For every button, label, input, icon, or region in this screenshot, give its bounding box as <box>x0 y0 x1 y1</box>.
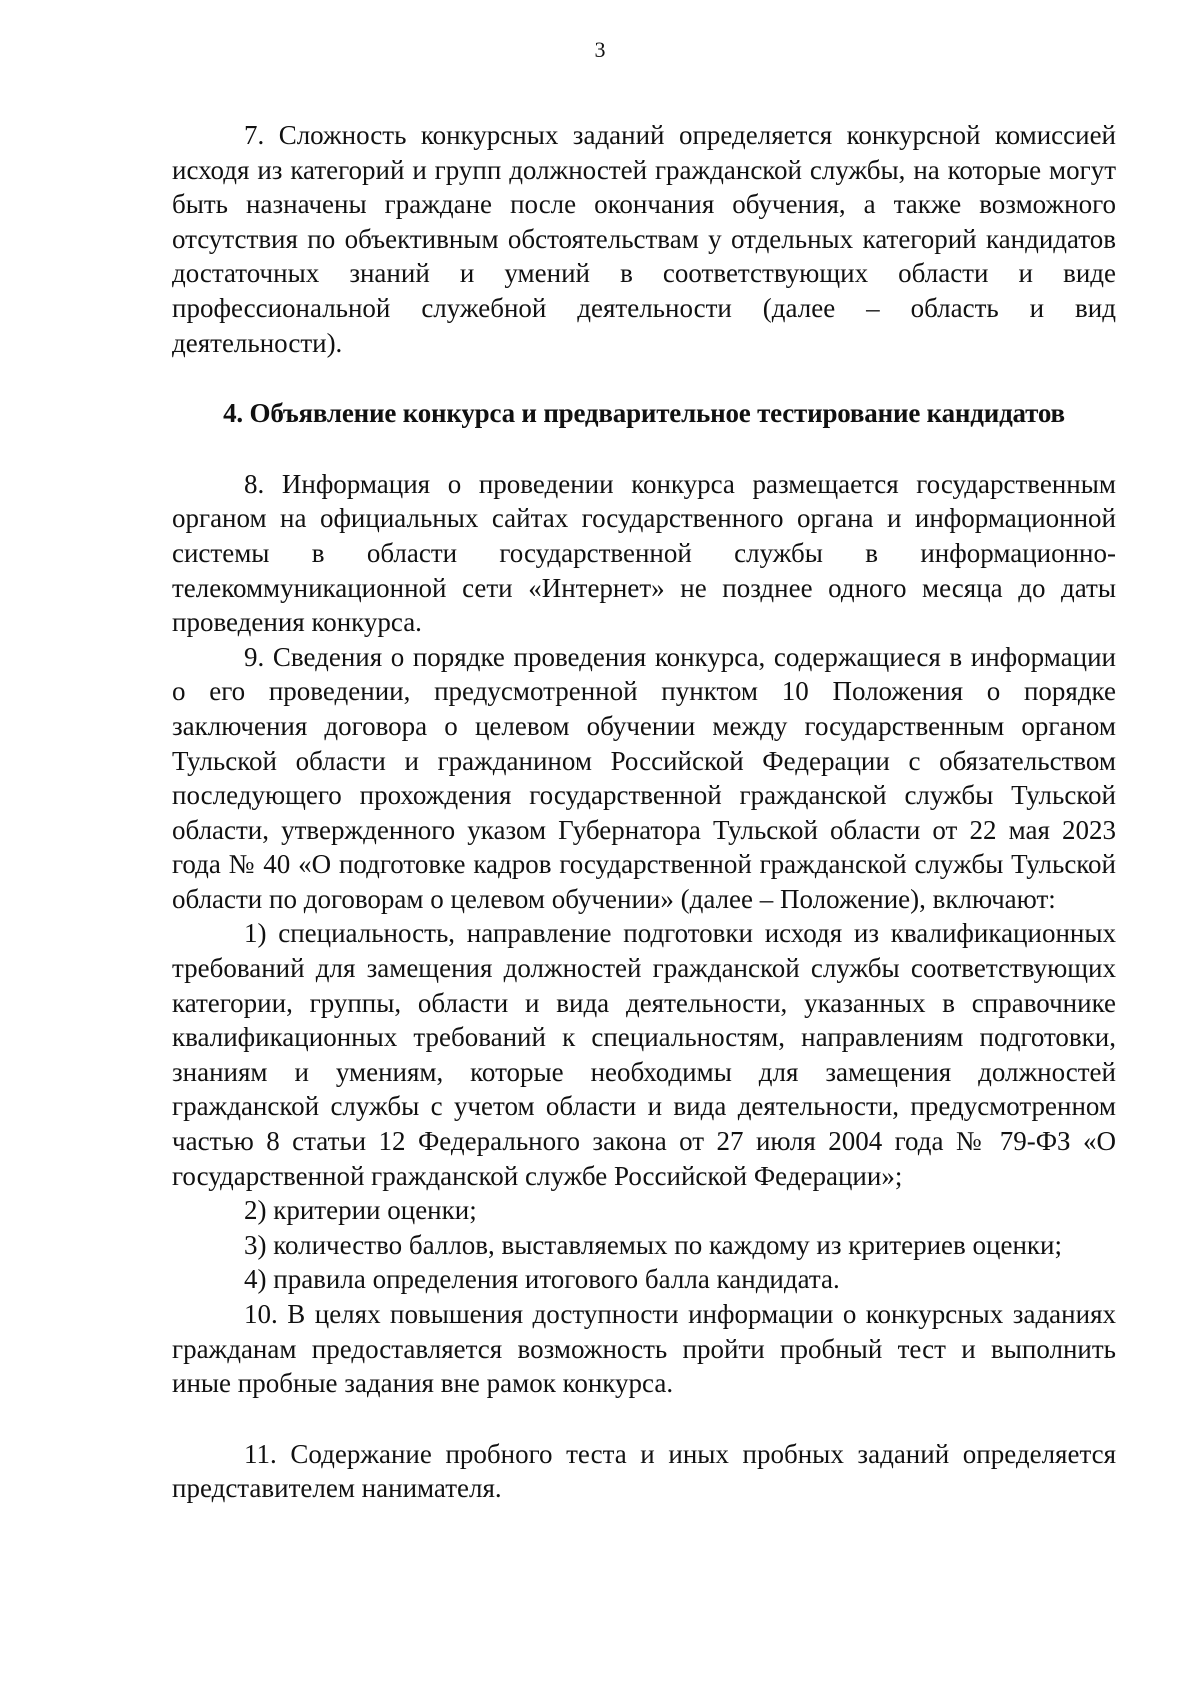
list-item-9-2: 2) критерии оценки; <box>244 1195 477 1226</box>
paragraph-10: 10. В целях повышения доступности информации о конкурсных заданиях гражданам предоставляется возможность пройти пробный тест и выполнить иные пробные задания вне рамок конкурса. <box>172 1299 1116 1399</box>
list-item-9-3: 3) количество баллов, выставляемых по каждому из критериев оценки; <box>244 1229 1062 1260</box>
section-heading: 4. Объявление конкурса и предварительное тестирование кандидатов <box>223 398 1065 429</box>
list-item-9-4: 4) правила определения итогового балла кандидата. <box>244 1264 840 1295</box>
document-body <box>172 118 1116 1506</box>
paragraph-7: 7. Сложность конкурсных заданий определяется конкурсной комиссией исходя из категорий и групп должностей гражданской службы, на которые могут быть назначены граждане после окончания обучения, а также возможного отсутствия по объективным обстоятельствам у отдельных категорий кандидатов достаточных знаний и умений в соответствующих области и виде профессиональной служебной деятельности (далее – область и вид деятельности). <box>172 120 1116 358</box>
paragraph-8: 8. Информация о проведении конкурса размещается государственным органом на официальных сайтах государственного органа и информационной системы в области государственной службы в информационно-телекоммуникационной сети «Интернет» не позднее одного месяца до даты проведения конкурса. <box>172 468 1116 638</box>
paragraph-9: 9. Сведения о порядке проведения конкурса, содержащиеся в информации о его проведении, предусмотренной пунктом 10 Положения о порядке заключения договора о целевом обучении между государственным органом Тульской области и гражданином Российской Федерации с обязательством последующего прохождения государственной гражданской службы Тульской области, утвержденного указом Губернатора Тульской области от 22 мая 2023 года № 40 «О подготовке кадров государственной гражданской службы Тульской области по договорам о целевом обучении» (далее – Положение), включают: <box>172 641 1116 914</box>
page-number: 3 <box>594 37 606 62</box>
paragraph-11: 11. Содержание пробного теста и иных пробных заданий определяется представителем нанимателя. <box>172 1438 1116 1504</box>
list-item-9-1: 1) специальность, направление подготовки исходя из квалификационных требований для замещения должностей гражданской службы соответствующих категории, группы, области и вида деятельности, указанных в справочнике квалификационных требований к специальностям, направлениям подготовки, знаниям и умениям, которые необходимы для замещения должностей гражданской службы с учетом области и вида деятельности, предусмотренном частью 8 статьи 12 Федерального закона от 27 июля 2004 года № 79-ФЗ «О государственной гражданской службе Российской Федерации»; <box>172 918 1116 1191</box>
